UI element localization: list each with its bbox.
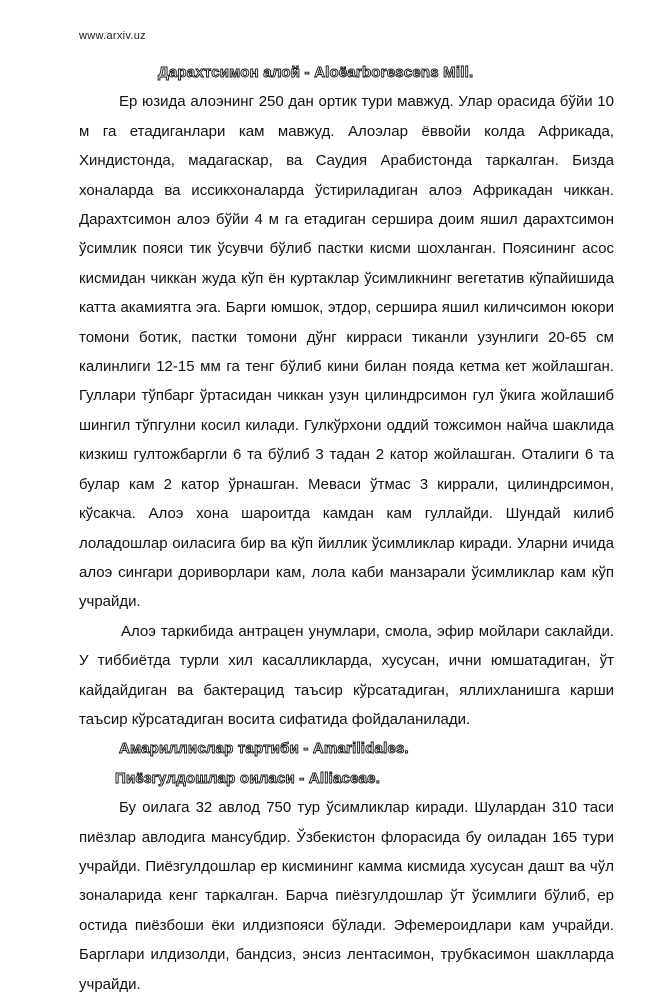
- section-heading-aloe: Дарахтсимон алой - Aloëarborescens Mill.: [158, 64, 474, 81]
- site-label: www.arxiv.uz: [79, 30, 146, 42]
- section-heading-order: Амариллислар тартиби - Amarilidales.: [119, 740, 409, 758]
- section-heading-family: Пиёзгулдошлар оиласи - Alliaceae.: [115, 769, 381, 787]
- paragraph-aloe-description: Ер юзида алоэнинг 250 дан ортик тури мавжуд. Улар орасида бўйи 10 м га етадиганлари кам мавжуд. Алоэлар ёввойи колда Африкада, Хиндистонда, мадагаскар, ва Саудия Арабистонда таркалган. Бизда хоналарда ва иссикхоналарда ўстириладиган алоэ Африкадан чиккан. Дарахтсимон алоэ бўйи 4 м га етадиган сершира доим яшил дарахтсимон ўсимлик пояси тик ўсувчи бўлиб пастки кисми шохланган. Поясининг асос кисмидан чиккан жуда кўп ён куртаклар ўсимликнинг вегетатив кўпайишида катта акамиятга эга. Барги юмшок, этдор, сершира яшил киличсимон юкори томони ботик, пастки томони дўнг кирраси тиканли узунлиги 20-65 см калинлиги 12-15 мм га тенг бўлиб кини билан пояда кетма кет жойлашган. Гуллари тўпбарг ўртасидан чиккан узун цилиндрсимон гул ўкига жойлашиб шингил тўпгулни косил килади. Гулкўрхони оддий тожсимон найча шаклида кизкиш гултожбаргли 6 та бўлиб 3 тадан 2 катор жойлашган. Оталиги 6 та булар кам 2 катор ўрнашган. Меваси ўтмас 3 киррали, цилиндрсимон, кўсакча. Алоэ хона шароитда камдан кам гуллайди. Шундай килиб лоладошлар оиласига бир ва кўп йиллик ўсимликлар киради. Уларни ичида алоэ сингари дориворлари кам, лола каби манзарали ўсимликлар кам кўп учрайди.: [79, 93, 614, 611]
- paragraph-alliaceae-description: Бу оилага 32 авлод 750 тур ўсимликлар киради. Шулардан 310 таси пиёзлар авлодига мансубдир. Ўзбекистон флорасида бу оиладан 165 тури учрайди. Пиёзгулдошлар ер кисмининг камма кисмида хусусан дашт ва чўл зоналарида кенг таркалган. Барча пиёзгулдошлар ўт ўсимлиги бўлиб, ер остида пиёзбоши ёки илдизпояси бўлади. Эфемероидлари кам учрайди. Барглари илдизолди, бандсиз, энсиз лентасимон, трубкасимон шаклларда учрайди.: [79, 799, 614, 993]
- document-body: [79, 58, 614, 999]
- paragraph-aloe-composition: Алоэ таркибида антрацен унумлари, смола, эфир мойлари саклайди. У тиббиётда турли хил касалликларда, хусусан, ични юмшатадиган, ўт кайдайдиган ва бактерацид таъсир кўрсатадиган, яллихланишга карши таъсир кўрсатадиган восита сифатида фойдаланилади.: [79, 622, 614, 728]
